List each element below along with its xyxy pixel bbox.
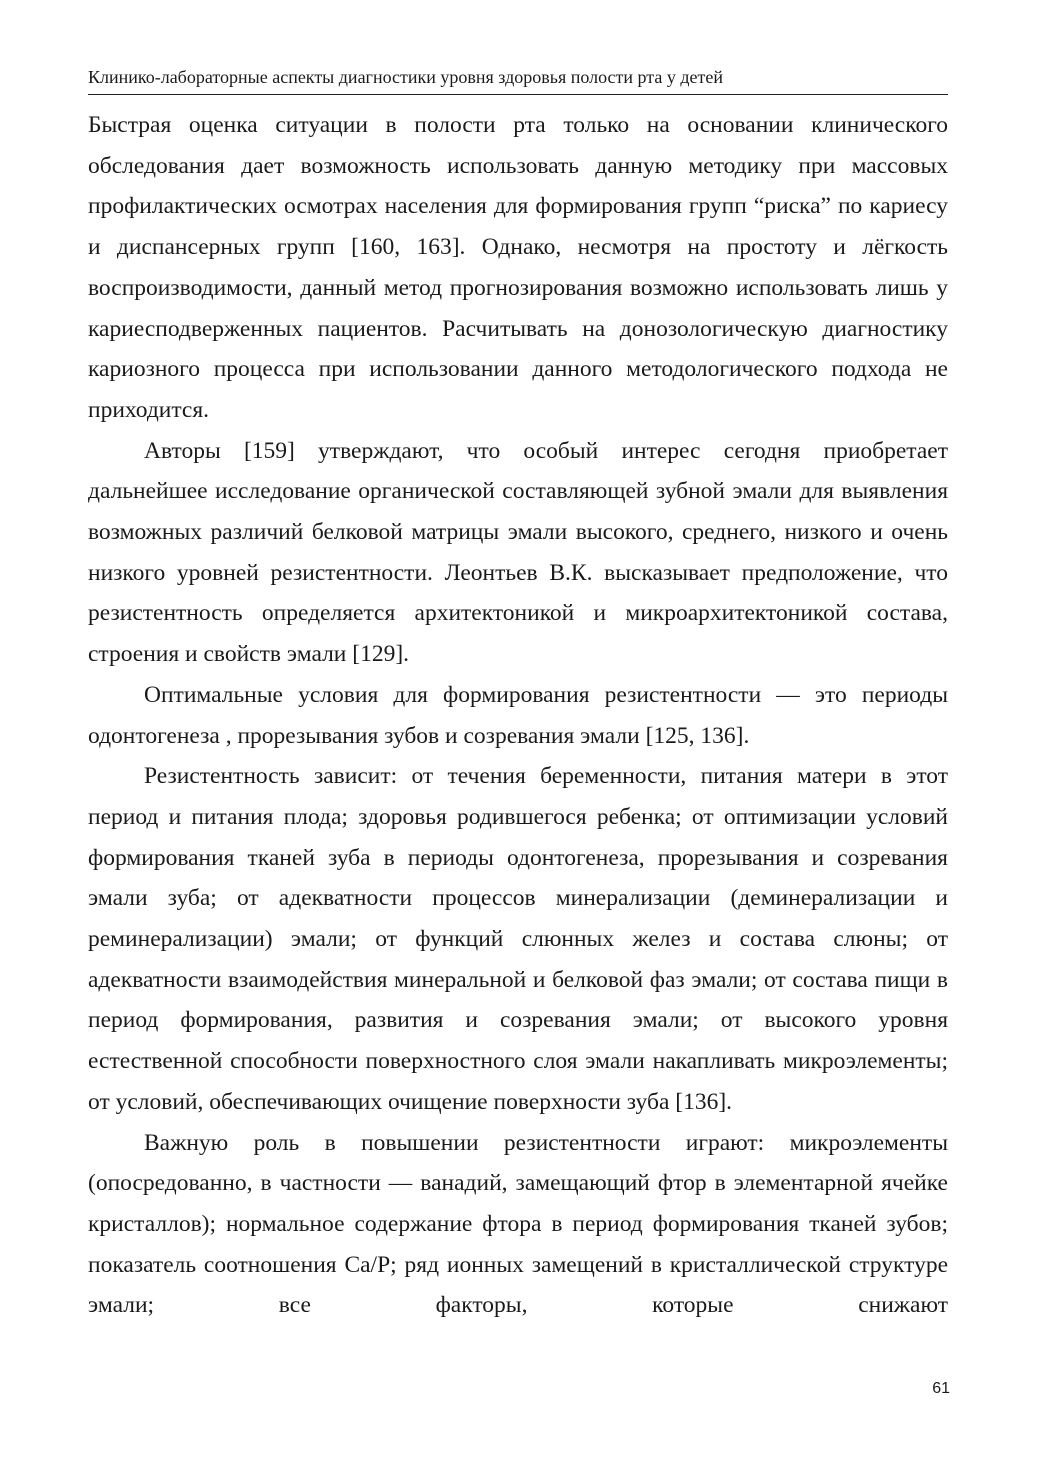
body-text xyxy=(88,105,948,1326)
paragraph-4: Резистентность зависит: от течения беременности, питания матери в этот период и питания плода; здоровья родившегося ребенка; от оптимизации условий формирования тканей зуба в периоды одонтогенеза, прорезывания и созревания эмали зуба; от адекватности процессов минерализации (деминерализации и реминерализации) эмали; от функций слюнных желез и состава слюны; от адекватности взаимодействия минеральной и белковой фаз эмали; от состава пищи в период формирования, развития и созревания эмали; от высокого уровня естественной способности поверхностного слоя эмали накапливать микроэлементы; от условий, обеспечивающих очищение поверхности зуба [136]. xyxy=(88,763,948,1115)
paragraph-1: Быстрая оценка ситуации в полости рта только на основании клинического обследования дает возможность использовать данную методику при массовых профилактических осмотрах населения для формирования групп “риска” по кариесу и диспансерных групп [160, 163]. Однако, несмотря на простоту и лёгкость воспроизводимости, данный метод прогнозирования возможно использовать лишь у кариесподверженных пациентов. Расчитывать на донозологическую диагностику кариозного процесса при использовании данного методологического подхода не приходится. xyxy=(88,112,948,423)
paragraph-2: Авторы [159] утверждают, что особый интерес сегодня приобретает дальнейшее исследование органической составляющей зубной эмали для выявления возможных различий белковой матрицы эмали высокого, среднего, низкого и очень низкого уровней резистентности. Леонтьев В.К. высказывает предположение, что резистентность определяется архитектоникой и микроархитектоникой состава, строения и свойств эмали [129]. xyxy=(88,437,948,668)
running-header: Клинико-лабораторные аспекты диагностики уровня здоровья полости рта у детей xyxy=(88,67,724,87)
header-divider xyxy=(88,94,948,95)
paragraph-5: Важную роль в повышении резистентности играют: микроэлементы (опосредованно, в частности — ванадий, замещающий фтор в элементарной ячейке кристаллов); нормальное содержание фтора в период формирования тканей зубов; показатель соотношения Ca/P; ряд ионных замещений в кристаллической структуре эмали; все факторы, которые снижают xyxy=(88,1129,948,1319)
paragraph-3: Оптимальные условия для формирования резистентности — это периоды одонтогенеза , прорезывания зубов и созревания эмали [125, 136]. xyxy=(88,681,948,749)
page-number: 61 xyxy=(932,1380,950,1397)
